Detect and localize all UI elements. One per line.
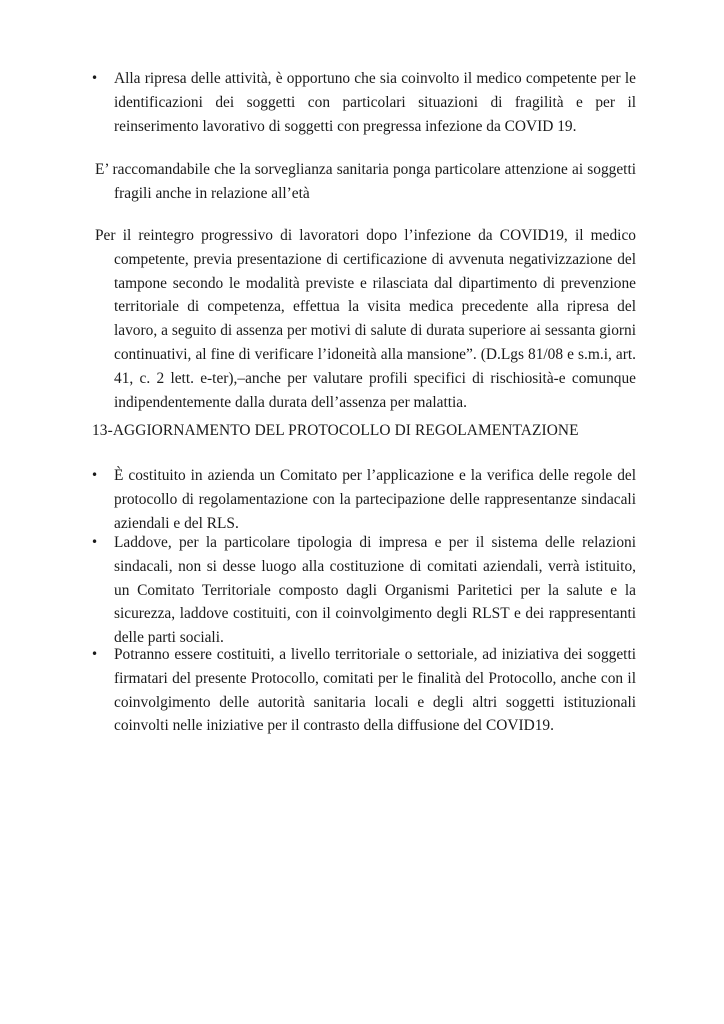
paragraph-reintegro-lavoratori: Per il reintegro progressivo di lavoratori dopo l’infezione da COVID19, il medico competente, previa presentazione di certificazione di avvenuta negativizzazione del tampone secondo le modalità previste e rilasciata dal dipartimento di prevenzione territoriale di competenza, effettua la visita medica precedente alla ripresa del lavoro, a seguito di assenza per motivi di salute di durata superiore ai sessanta giorni continuativi, al fine di verificare l’idoneità alla mansione”. (D.Lgs 81/08 e s.m.i, art. 41, c. 2 lett. e-ter),–anche per valutare profili specifici di rischiosità-e comunque indipendentemente dalla durata dell’assenza per malattia. [95,227,636,411]
paragraph-sorveglianza-sanitaria: E’ raccomandabile che la sorveglianza sanitaria ponga particolare attenzione ai soggetti fragili anche in relazione all’età [95,161,636,202]
bullet-comitati-settoriali: • Potranno essere costituiti, a livello territoriale o settoriale, ad iniziativa dei soggetti firmatari del presente Protocollo, comitati per le finalità del Protocollo, anche con il coinvolgimento delle autorità sanitaria locali e degli altri soggetti istituzionali coinvolti nelle iniziative per il contrasto della diffusione del COVID19. [114,643,636,738]
bullet-medico-competente: • Alla ripresa delle attività, è opportuno che sia coinvolto il medico competente per le identificazioni dei soggetti con particolari situazioni di fragilità e per il reinserimento lavorativo di soggetti con pregressa infezione da COVID 19. [114,67,636,138]
bullet-comitato-aziendale: • È costituito in azienda un Comitato per l’applicazione e la verifica delle regole del protocollo di regolamentazione con la partecipazione delle rappresentanze sindacali aziendali e del RLS. [114,464,636,535]
section-heading: 13-AGGIORNAMENTO DEL PROTOCOLLO DI REGOLAMENTAZIONE [92,422,579,439]
bullet-comitato-territoriale: • Laddove, per la particolare tipologia di impresa e per il sistema delle relazioni sindacali, non si desse luogo alla costituzione di comitati aziendali, verrà istituito, un Comitato Territoriale composto dagli Organismi Paritetici per la salute e la sicurezza, laddove costituiti, con il coinvolgimento degli RLST e dei rappresentanti delle parti sociali. [114,531,636,650]
